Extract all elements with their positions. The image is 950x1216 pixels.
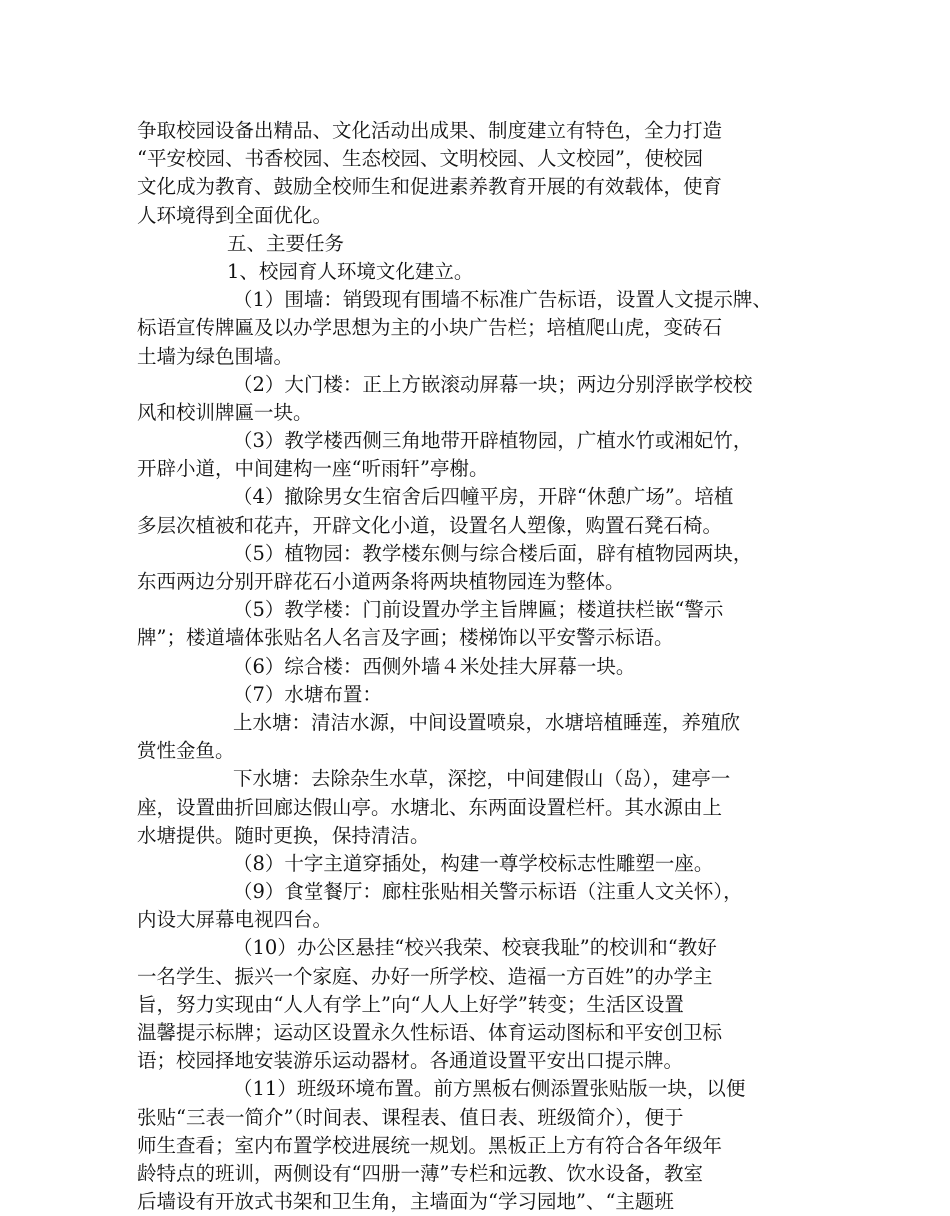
text-line: 1、校园育人环境文化建立。 xyxy=(227,259,474,283)
text-line: 风和校训牌匾一块。 xyxy=(137,400,313,424)
text-line: 内设大屏幕电视四台。 xyxy=(137,908,333,932)
text-line: 水塘提供。随时更换，保持清洁。 xyxy=(137,823,430,847)
text-line: 温馨提示标牌；运动区设置永久性标语、体育运动图标和平安创卫标 xyxy=(137,1021,723,1044)
document-body xyxy=(137,117,817,1216)
text-line: 后墙设有开放式书架和卫生角，主墙面为“学习园地”、“主题班 xyxy=(137,1190,674,1214)
text-line: （6）综合楼：西侧外墙４米处挂大屏幕一块。 xyxy=(233,654,636,678)
text-line: 多层次植被和花卉，开辟文化小道，设置名人塑像，购置石凳石椅。 xyxy=(137,513,723,537)
text-line: （8）十字主道穿插处，构建一尊学校标志性雕塑一座。 xyxy=(233,851,714,875)
text-line: 下水塘：去除杂生水草，深挖，中间建假山（岛），建亭一 xyxy=(233,767,731,791)
text-line: 龄特点的班训，两侧设有“四册一薄”专栏和远教、饮水设备，教室 xyxy=(137,1161,703,1185)
text-line: 上水塘：清洁水源，中间设置喷泉，水塘培植睡莲，养殖欣 xyxy=(233,710,741,734)
text-line: （4）撤除男女生宿舍后四幢平房，开辟“休憩广场”。培植 xyxy=(233,485,734,509)
text-line: （5）植物园：教学楼东侧与综合楼后面，辟有植物园两块， xyxy=(233,541,753,565)
text-line: 语；校园择地安装游乐运动器材。各通道设置平安出口提示牌。 xyxy=(137,1049,684,1073)
text-line: 座，设置曲折回廊达假山亭。水塘北、东两面设置栏杆。其水源由上 xyxy=(137,795,723,819)
text-line: 师生查看；室内布置学校进展统一规划。黑板正上方有符合各年级年 xyxy=(137,1133,723,1157)
text-line: （11）班级环境布置。前方黑板右侧添置张贴版一块，以便 xyxy=(233,1077,746,1101)
text-line: （1）围墙：销毁现有围墙不标准广告标语，设置人文提示牌、 xyxy=(233,288,772,312)
text-line: “平安校园、书香校园、生态校园、文明校园、人文校园”，使校园 xyxy=(137,147,703,171)
text-line: 张贴“三表一简介”（时间表、课程表、值日表、班级简介），便于 xyxy=(137,1105,684,1129)
text-line: （5）教学楼：门前设置办学主旨牌匾；楼道扶栏嵌“警示 xyxy=(233,598,724,622)
text-line: 牌”；楼道墙体张贴名人名言及字画；楼梯饰以平安警示标语。 xyxy=(137,626,674,650)
text-line: 标语宣传牌匾及以办学思想为主的小块广告栏；培植爬山虎，变砖石 xyxy=(137,316,723,340)
text-line: 争取校园设备出精品、文化活动出成果、制度建立有特色，全力打造 xyxy=(137,119,723,142)
text-line: （10）办公区悬挂“校兴我荣、校衰我耻”的校训和“教好 xyxy=(233,936,717,960)
text-line: 东西两边分别开辟花石小道两条将两块植物园连为整体。 xyxy=(137,570,625,593)
text-line: 文化成为教育、鼓励全校师生和促进素养教育开展的有效载体，使育 xyxy=(137,175,723,199)
text-line: （9）食堂餐厅：廊柱张贴相关警示标语（注重人文关怀）， xyxy=(233,880,743,904)
text-line: 人环境得到全面优化。 xyxy=(137,203,333,227)
text-line: 开辟小道，中间建构一座“听雨轩”亭榭。 xyxy=(137,457,489,481)
text-line: （3）教学楼西侧三角地带开辟植物园，广植水竹或湘妃竹， xyxy=(233,429,753,453)
text-line: 五、主要任务 xyxy=(227,231,345,255)
text-line: 赏性金鱼。 xyxy=(137,739,235,763)
text-line: 一名学生、振兴一个家庭、办好一所学校、造福一方百姓”的办学主 xyxy=(137,964,713,988)
text-line: 土墙为绿色围墙。 xyxy=(137,344,294,368)
text-line: （7）水塘布置： xyxy=(233,682,382,706)
text-line: 旨，努力实现由“人人有学上”向“人人上好学”转变；生活区设置 xyxy=(137,992,684,1016)
text-line: （2）大门楼：正上方嵌滚动屏幕一块；两边分别浮嵌学校校 xyxy=(233,372,753,396)
